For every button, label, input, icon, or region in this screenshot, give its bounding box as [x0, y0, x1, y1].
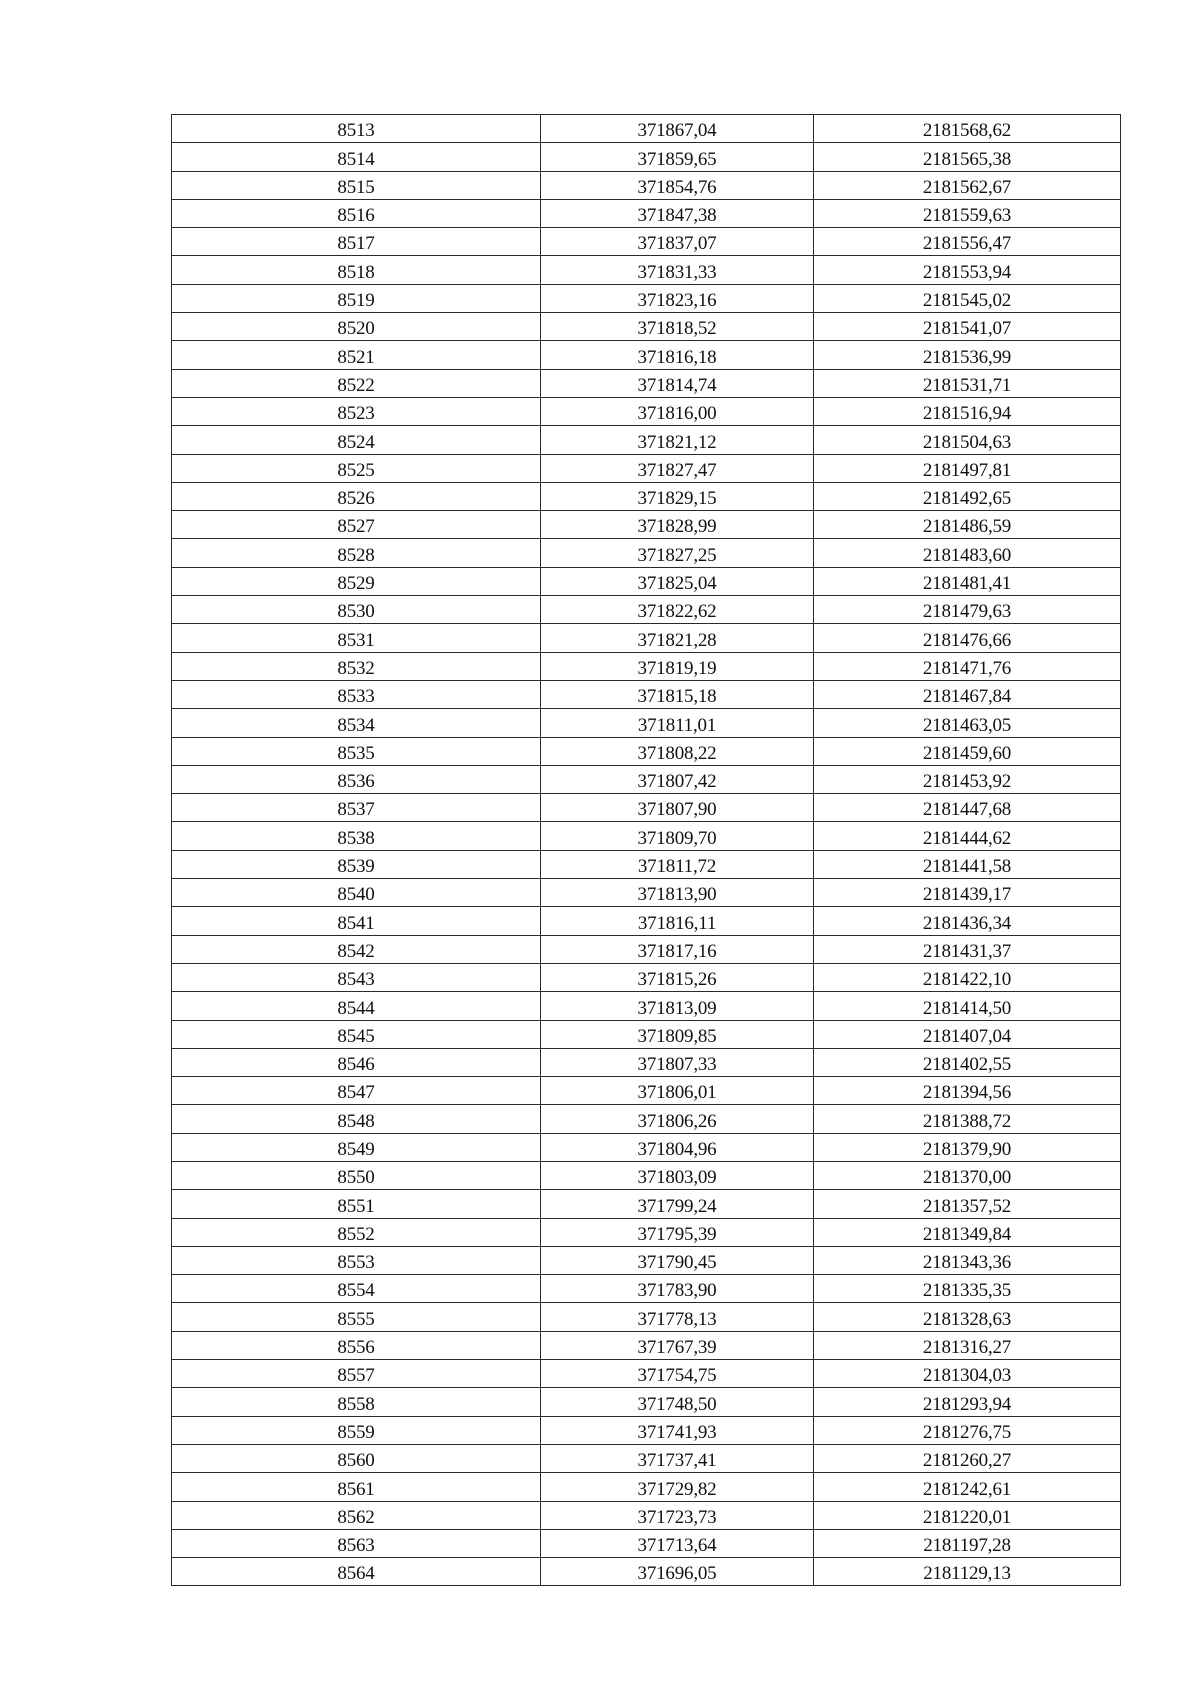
table-row [172, 1303, 1121, 1331]
x-coordinate-cell: 371814,74 [541, 369, 814, 397]
x-coordinate-cell: 371816,00 [541, 397, 814, 425]
table-row [172, 482, 1121, 510]
table-row [172, 935, 1121, 963]
y-coordinate-cell: 2181453,92 [814, 765, 1121, 793]
x-coordinate-cell: 371778,13 [541, 1303, 814, 1331]
table-row [172, 1161, 1121, 1189]
table-row [172, 1529, 1121, 1557]
table-row [172, 228, 1121, 256]
point-number-cell: 8532 [172, 652, 541, 680]
y-coordinate-cell: 2181504,63 [814, 426, 1121, 454]
y-coordinate-cell: 2181481,41 [814, 567, 1121, 595]
table-row [172, 256, 1121, 284]
table-row [172, 737, 1121, 765]
x-coordinate-cell: 371837,07 [541, 228, 814, 256]
point-number-cell: 8547 [172, 1077, 541, 1105]
y-coordinate-cell: 2181388,72 [814, 1105, 1121, 1133]
point-number-cell: 8555 [172, 1303, 541, 1331]
y-coordinate-cell: 2181568,62 [814, 115, 1121, 143]
table-row [172, 680, 1121, 708]
point-number-cell: 8515 [172, 171, 541, 199]
table-row [172, 850, 1121, 878]
table-row [172, 454, 1121, 482]
table-row [172, 1105, 1121, 1133]
table-row [172, 596, 1121, 624]
x-coordinate-cell: 371809,85 [541, 1020, 814, 1048]
point-number-cell: 8540 [172, 879, 541, 907]
point-number-cell: 8558 [172, 1388, 541, 1416]
point-number-cell: 8553 [172, 1246, 541, 1274]
x-coordinate-cell: 371827,47 [541, 454, 814, 482]
y-coordinate-cell: 2181476,66 [814, 624, 1121, 652]
x-coordinate-cell: 371741,93 [541, 1416, 814, 1444]
point-number-cell: 8552 [172, 1218, 541, 1246]
table-row [172, 1388, 1121, 1416]
table-row [172, 1048, 1121, 1076]
table-row [172, 1558, 1121, 1586]
x-coordinate-cell: 371816,11 [541, 907, 814, 935]
x-coordinate-cell: 371818,52 [541, 313, 814, 341]
point-number-cell: 8557 [172, 1360, 541, 1388]
table-row [172, 652, 1121, 680]
point-number-cell: 8551 [172, 1190, 541, 1218]
table-row [172, 171, 1121, 199]
point-number-cell: 8527 [172, 511, 541, 539]
x-coordinate-cell: 371783,90 [541, 1275, 814, 1303]
x-coordinate-cell: 371804,96 [541, 1133, 814, 1161]
table-row [172, 1360, 1121, 1388]
table-row [172, 709, 1121, 737]
point-number-cell: 8517 [172, 228, 541, 256]
table-row [172, 1077, 1121, 1105]
x-coordinate-cell: 371729,82 [541, 1473, 814, 1501]
y-coordinate-cell: 2181394,56 [814, 1077, 1121, 1105]
y-coordinate-cell: 2181357,52 [814, 1190, 1121, 1218]
y-coordinate-cell: 2181407,04 [814, 1020, 1121, 1048]
point-number-cell: 8514 [172, 143, 541, 171]
y-coordinate-cell: 2181553,94 [814, 256, 1121, 284]
x-coordinate-cell: 371867,04 [541, 115, 814, 143]
x-coordinate-cell: 371811,01 [541, 709, 814, 737]
point-number-cell: 8521 [172, 341, 541, 369]
y-coordinate-cell: 2181565,38 [814, 143, 1121, 171]
y-coordinate-cell: 2181562,67 [814, 171, 1121, 199]
x-coordinate-cell: 371813,09 [541, 992, 814, 1020]
x-coordinate-cell: 371831,33 [541, 256, 814, 284]
point-number-cell: 8528 [172, 539, 541, 567]
table-row [172, 1331, 1121, 1359]
y-coordinate-cell: 2181447,68 [814, 794, 1121, 822]
y-coordinate-cell: 2181444,62 [814, 822, 1121, 850]
x-coordinate-cell: 371807,90 [541, 794, 814, 822]
table-row [172, 1444, 1121, 1472]
table-row [172, 199, 1121, 227]
table-row [172, 765, 1121, 793]
y-coordinate-cell: 2181483,60 [814, 539, 1121, 567]
table-row [172, 369, 1121, 397]
point-number-cell: 8556 [172, 1331, 541, 1359]
point-number-cell: 8543 [172, 963, 541, 991]
x-coordinate-cell: 371859,65 [541, 143, 814, 171]
x-coordinate-cell: 371827,25 [541, 539, 814, 567]
y-coordinate-cell: 2181335,35 [814, 1275, 1121, 1303]
x-coordinate-cell: 371821,12 [541, 426, 814, 454]
x-coordinate-cell: 371821,28 [541, 624, 814, 652]
y-coordinate-cell: 2181459,60 [814, 737, 1121, 765]
point-number-cell: 8534 [172, 709, 541, 737]
table-row [172, 1190, 1121, 1218]
table-row [172, 822, 1121, 850]
y-coordinate-cell: 2181197,28 [814, 1529, 1121, 1557]
point-number-cell: 8541 [172, 907, 541, 935]
y-coordinate-cell: 2181276,75 [814, 1416, 1121, 1444]
x-coordinate-cell: 371811,72 [541, 850, 814, 878]
point-number-cell: 8531 [172, 624, 541, 652]
y-coordinate-cell: 2181559,63 [814, 199, 1121, 227]
table-row [172, 284, 1121, 312]
x-coordinate-cell: 371815,18 [541, 680, 814, 708]
point-number-cell: 8513 [172, 115, 541, 143]
x-coordinate-cell: 371803,09 [541, 1161, 814, 1189]
table-row [172, 907, 1121, 935]
x-coordinate-cell: 371696,05 [541, 1558, 814, 1586]
y-coordinate-cell: 2181402,55 [814, 1048, 1121, 1076]
table-row [172, 539, 1121, 567]
point-number-cell: 8561 [172, 1473, 541, 1501]
y-coordinate-cell: 2181328,63 [814, 1303, 1121, 1331]
y-coordinate-cell: 2181497,81 [814, 454, 1121, 482]
table-row [172, 143, 1121, 171]
table-row [172, 511, 1121, 539]
table-row [172, 794, 1121, 822]
table-row [172, 567, 1121, 595]
table-row [172, 1218, 1121, 1246]
x-coordinate-cell: 371767,39 [541, 1331, 814, 1359]
point-number-cell: 8516 [172, 199, 541, 227]
point-number-cell: 8522 [172, 369, 541, 397]
y-coordinate-cell: 2181439,17 [814, 879, 1121, 907]
table-row [172, 313, 1121, 341]
point-number-cell: 8564 [172, 1558, 541, 1586]
y-coordinate-cell: 2181242,61 [814, 1473, 1121, 1501]
x-coordinate-cell: 371754,75 [541, 1360, 814, 1388]
point-number-cell: 8545 [172, 1020, 541, 1048]
x-coordinate-cell: 371808,22 [541, 737, 814, 765]
table-row [172, 963, 1121, 991]
point-number-cell: 8563 [172, 1529, 541, 1557]
x-coordinate-cell: 371847,38 [541, 199, 814, 227]
x-coordinate-cell: 371823,16 [541, 284, 814, 312]
point-number-cell: 8538 [172, 822, 541, 850]
point-number-cell: 8548 [172, 1105, 541, 1133]
y-coordinate-cell: 2181379,90 [814, 1133, 1121, 1161]
x-coordinate-cell: 371815,26 [541, 963, 814, 991]
table-row [172, 624, 1121, 652]
x-coordinate-cell: 371723,73 [541, 1501, 814, 1529]
y-coordinate-cell: 2181349,84 [814, 1218, 1121, 1246]
table-row [172, 1246, 1121, 1274]
x-coordinate-cell: 371799,24 [541, 1190, 814, 1218]
x-coordinate-cell: 371713,64 [541, 1529, 814, 1557]
y-coordinate-cell: 2181422,10 [814, 963, 1121, 991]
y-coordinate-cell: 2181260,27 [814, 1444, 1121, 1472]
table-row [172, 879, 1121, 907]
y-coordinate-cell: 2181463,05 [814, 709, 1121, 737]
y-coordinate-cell: 2181486,59 [814, 511, 1121, 539]
y-coordinate-cell: 2181479,63 [814, 596, 1121, 624]
x-coordinate-cell: 371825,04 [541, 567, 814, 595]
y-coordinate-cell: 2181316,27 [814, 1331, 1121, 1359]
y-coordinate-cell: 2181293,94 [814, 1388, 1121, 1416]
table-row [172, 115, 1121, 143]
table-row [172, 426, 1121, 454]
x-coordinate-cell: 371737,41 [541, 1444, 814, 1472]
point-number-cell: 8518 [172, 256, 541, 284]
point-number-cell: 8539 [172, 850, 541, 878]
x-coordinate-cell: 371854,76 [541, 171, 814, 199]
x-coordinate-cell: 371809,70 [541, 822, 814, 850]
x-coordinate-cell: 371829,15 [541, 482, 814, 510]
x-coordinate-cell: 371807,42 [541, 765, 814, 793]
x-coordinate-cell: 371828,99 [541, 511, 814, 539]
y-coordinate-cell: 2181531,71 [814, 369, 1121, 397]
point-number-cell: 8530 [172, 596, 541, 624]
y-coordinate-cell: 2181545,02 [814, 284, 1121, 312]
y-coordinate-cell: 2181304,03 [814, 1360, 1121, 1388]
y-coordinate-cell: 2181441,58 [814, 850, 1121, 878]
table-row [172, 341, 1121, 369]
point-number-cell: 8559 [172, 1416, 541, 1444]
x-coordinate-cell: 371806,01 [541, 1077, 814, 1105]
point-number-cell: 8544 [172, 992, 541, 1020]
point-number-cell: 8549 [172, 1133, 541, 1161]
point-number-cell: 8560 [172, 1444, 541, 1472]
table-row [172, 1020, 1121, 1048]
x-coordinate-cell: 371817,16 [541, 935, 814, 963]
y-coordinate-cell: 2181471,76 [814, 652, 1121, 680]
point-number-cell: 8562 [172, 1501, 541, 1529]
coordinates-table-body [172, 115, 1121, 1586]
table-row [172, 1473, 1121, 1501]
point-number-cell: 8554 [172, 1275, 541, 1303]
x-coordinate-cell: 371819,19 [541, 652, 814, 680]
table-row [172, 1416, 1121, 1444]
table-row [172, 1501, 1121, 1529]
y-coordinate-cell: 2181431,37 [814, 935, 1121, 963]
point-number-cell: 8523 [172, 397, 541, 425]
x-coordinate-cell: 371806,26 [541, 1105, 814, 1133]
x-coordinate-cell: 371822,62 [541, 596, 814, 624]
point-number-cell: 8524 [172, 426, 541, 454]
point-number-cell: 8550 [172, 1161, 541, 1189]
x-coordinate-cell: 371748,50 [541, 1388, 814, 1416]
y-coordinate-cell: 2181556,47 [814, 228, 1121, 256]
x-coordinate-cell: 371795,39 [541, 1218, 814, 1246]
point-number-cell: 8526 [172, 482, 541, 510]
x-coordinate-cell: 371790,45 [541, 1246, 814, 1274]
y-coordinate-cell: 2181467,84 [814, 680, 1121, 708]
point-number-cell: 8529 [172, 567, 541, 595]
point-number-cell: 8536 [172, 765, 541, 793]
table-row [172, 1275, 1121, 1303]
table-row [172, 397, 1121, 425]
y-coordinate-cell: 2181220,01 [814, 1501, 1121, 1529]
point-number-cell: 8537 [172, 794, 541, 822]
x-coordinate-cell: 371813,90 [541, 879, 814, 907]
y-coordinate-cell: 2181541,07 [814, 313, 1121, 341]
x-coordinate-cell: 371807,33 [541, 1048, 814, 1076]
point-number-cell: 8519 [172, 284, 541, 312]
point-number-cell: 8542 [172, 935, 541, 963]
table-row [172, 1133, 1121, 1161]
point-number-cell: 8546 [172, 1048, 541, 1076]
y-coordinate-cell: 2181492,65 [814, 482, 1121, 510]
point-number-cell: 8525 [172, 454, 541, 482]
point-number-cell: 8533 [172, 680, 541, 708]
y-coordinate-cell: 2181436,34 [814, 907, 1121, 935]
y-coordinate-cell: 2181370,00 [814, 1161, 1121, 1189]
point-number-cell: 8520 [172, 313, 541, 341]
y-coordinate-cell: 2181129,13 [814, 1558, 1121, 1586]
point-number-cell: 8535 [172, 737, 541, 765]
y-coordinate-cell: 2181343,36 [814, 1246, 1121, 1274]
y-coordinate-cell: 2181516,94 [814, 397, 1121, 425]
y-coordinate-cell: 2181536,99 [814, 341, 1121, 369]
table-row [172, 992, 1121, 1020]
coordinates-table [171, 114, 1121, 1586]
x-coordinate-cell: 371816,18 [541, 341, 814, 369]
y-coordinate-cell: 2181414,50 [814, 992, 1121, 1020]
